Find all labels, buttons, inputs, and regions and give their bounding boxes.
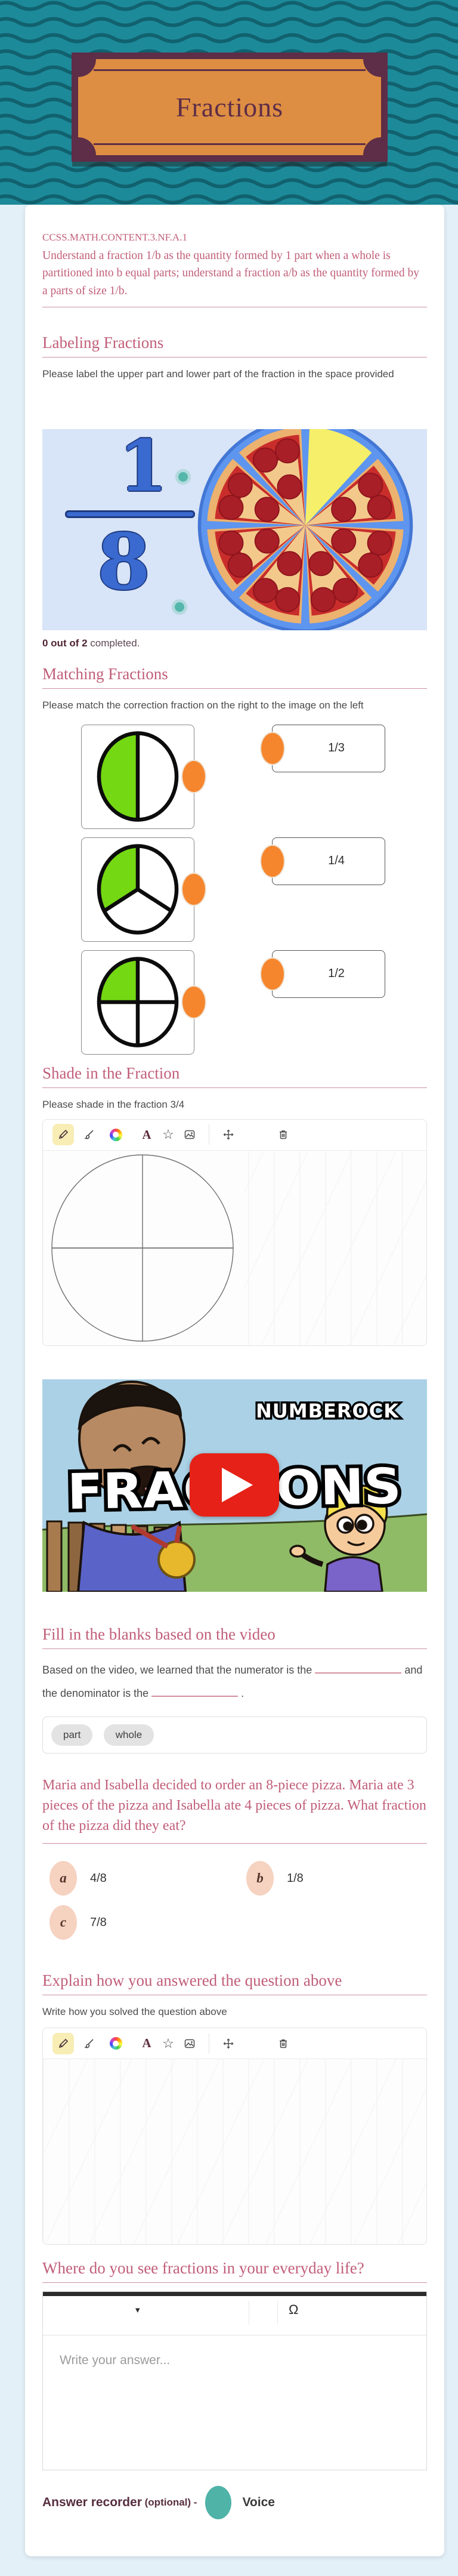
clear-canvas-button[interactable] [273,2033,294,2054]
section-shade [42,1064,427,1113]
word-bank-chip[interactable]: part [51,1724,92,1746]
voice-label: Voice [242,2495,275,2510]
special-character-button[interactable]: Ω [289,2302,299,2318]
section-instruction: Please label the upper part and lower part of the fraction in the space provided [42,368,394,380]
section-everyday [42,2259,427,2283]
choice-letter-badge[interactable]: c [49,1905,77,1940]
section-matching [42,665,427,714]
fraction-label: 1/2 [328,967,345,981]
color-picker-button[interactable] [105,2033,126,2054]
drawing-canvas[interactable] [43,1151,426,1345]
divider [42,1648,427,1649]
divider [42,1087,427,1088]
quartered-circle-drawing [43,1151,427,1345]
divider [42,357,427,358]
fraction-label: 1/3 [328,741,345,755]
choice-c[interactable] [42,1905,239,1940]
match-row [42,837,427,942]
color-wheel-icon [110,2037,122,2050]
play-button[interactable] [190,1453,279,1517]
brush-icon [83,2038,95,2050]
title-banner [72,53,388,162]
brush-tool-button[interactable] [79,2033,100,2054]
fraction-label: 1/4 [328,854,345,868]
numerator-hotspot-dot[interactable] [178,472,188,482]
brush-icon [83,1129,95,1141]
sticker-tool-button[interactable] [157,1124,179,1145]
image-icon [184,2038,196,2050]
play-icon [222,1468,253,1502]
section-explain [42,1971,427,2020]
fill-blanks-sentence: Based on the video, we learned that the numerator is the and the denominator is the . [42,1663,423,1700]
standard-description: Understand a fraction 1/b as the quantity formed by 1 part when a whole is partitioned into b equal parts; understand a fraction a/b as the quantity formed by a parts of size 1/b. [42,249,419,297]
section-labeling [42,334,427,383]
numerator-blank-input[interactable] [315,1663,401,1674]
banner-corner-ornament [78,59,96,77]
section-title: Matching Fractions [42,664,168,683]
text-tool-button[interactable] [136,1124,157,1145]
page-title: Fractions [175,92,284,122]
drawing-toolbar [43,2028,426,2059]
pencil-tool-button[interactable] [52,1124,74,1145]
match-row [42,725,427,829]
section-fill-blanks [42,1625,427,1649]
move-tool-button[interactable] [218,2033,239,2054]
toolbar-separator [277,2301,278,2325]
denominator-hotspot-dot[interactable] [175,602,184,612]
banner-corner-ornament [363,137,381,155]
match-label-card[interactable] [272,837,385,885]
word-bank [42,1717,427,1754]
choices [42,1860,427,1940]
star-icon: ☆ [162,2035,174,2051]
denominator-blank-input[interactable] [151,1686,238,1697]
color-wheel-icon [110,1129,122,1141]
choice-label: 1/8 [287,1871,304,1885]
circle-one-third-shaded-icon [96,842,180,936]
video-player[interactable] [42,1379,427,1592]
choice-label: 7/8 [90,1915,107,1929]
standard-block [42,232,427,307]
circle-one-quarter-shaded-icon [96,955,180,1049]
editor-top-bar [43,2292,426,2296]
drawing-widget [42,2027,427,2245]
denominator-digit: 8 [97,517,151,607]
section-title: Shade in the Fraction [42,1064,180,1082]
star-icon: ☆ [162,1127,174,1142]
choice-a[interactable] [42,1860,239,1896]
divider [42,2282,427,2283]
match-label-card[interactable] [272,725,385,772]
voice-record-button[interactable] [205,2486,231,2519]
match-image-card-quarter[interactable] [81,950,194,1055]
drawing-widget [42,1119,427,1346]
section-instruction: Please match the correction fraction on the right to the image on the left [42,699,364,711]
divider [42,1843,427,1844]
answer-recorder-row: Answer recorder (optional) - Voice [42,2486,427,2519]
match-connector-dot[interactable] [181,985,206,1019]
sticker-tool-button[interactable] [157,2033,179,2054]
answer-text-input[interactable]: Write your answer... [60,2353,171,2368]
drawing-canvas[interactable] [43,2059,426,2244]
banner-corner-ornament [78,137,96,155]
choice-letter-badge[interactable]: b [246,1861,274,1896]
brush-tool-button[interactable] [79,1124,100,1145]
text-icon: A [142,1127,151,1142]
section-title: Fill in the blanks based on the video [42,1625,276,1643]
section-title: Where do you see fractions in your everyday life? [42,2259,364,2278]
banner-corner-ornament [363,59,381,77]
matching-rows [42,725,427,1055]
pencil-tool-button[interactable] [52,2033,74,2054]
worksheet-card [25,205,444,2556]
standard-code: CCSS.MATH.CONTENT.3.NF.A.1 [42,232,187,243]
move-icon [222,2037,235,2050]
chevron-down-icon[interactable]: ▾ [135,2305,140,2316]
match-connector-dot[interactable] [260,957,285,991]
editor-toolbar [43,2296,426,2335]
section-title: Labeling Fractions [42,333,164,352]
pizza-eighths-icon [196,429,414,630]
move-icon [222,1128,235,1141]
labeling-image[interactable] [42,429,427,630]
choice-letter-badge[interactable]: a [49,1861,77,1896]
divider [42,688,427,689]
word-bank-chip[interactable]: whole [104,1724,154,1746]
trash-icon [277,1129,289,1141]
match-row [42,950,427,1055]
match-connector-dot[interactable] [181,760,206,793]
drawing-toolbar [43,1120,426,1151]
section-instruction: Please shade in the fraction 3/4 [42,1098,185,1110]
question-title: Maria and Isabella decided to order an 8-piece pizza. Maria ate 3 pieces of the pizza and Isabella ate 4 pieces of pizza. What fraction of the pizza did they eat? [42,1777,426,1834]
text-icon: A [142,2036,151,2051]
move-tool-button[interactable] [218,1124,239,1145]
page-header [0,0,458,205]
pencil-icon [57,1129,69,1141]
match-connector-dot[interactable] [260,845,285,878]
image-icon [184,1129,196,1141]
text-tool-button[interactable] [136,2033,157,2054]
recorder-label: Answer recorder [42,2495,142,2510]
color-picker-button[interactable] [105,1124,126,1145]
rich-text-editor [42,2291,427,2470]
match-image-card-half[interactable] [81,725,194,829]
clear-canvas-button[interactable] [273,1124,294,1145]
numerator-digit: 1 [119,429,168,507]
choice-label: 4/8 [90,1871,107,1885]
insert-image-button[interactable] [179,2033,200,2054]
pencil-icon [57,2038,69,2050]
completion-status: 0 out of 2 completed. [42,637,140,649]
section-question [42,1775,427,1940]
match-label-card[interactable] [272,950,385,998]
section-title: Explain how you answered the question above [42,1971,342,1990]
match-connector-dot[interactable] [181,873,206,906]
match-connector-dot[interactable] [260,732,285,765]
svg-text:NUMBEROCK: NUMBEROCK [256,1399,399,1422]
choice-b[interactable] [239,1860,427,1896]
insert-image-button[interactable] [179,1124,200,1145]
circle-one-half-shaded-icon [96,729,180,824]
trash-icon [277,2038,289,2050]
section-instruction: Write how you solved the question above [42,2006,227,2018]
match-image-card-third[interactable] [81,837,194,942]
